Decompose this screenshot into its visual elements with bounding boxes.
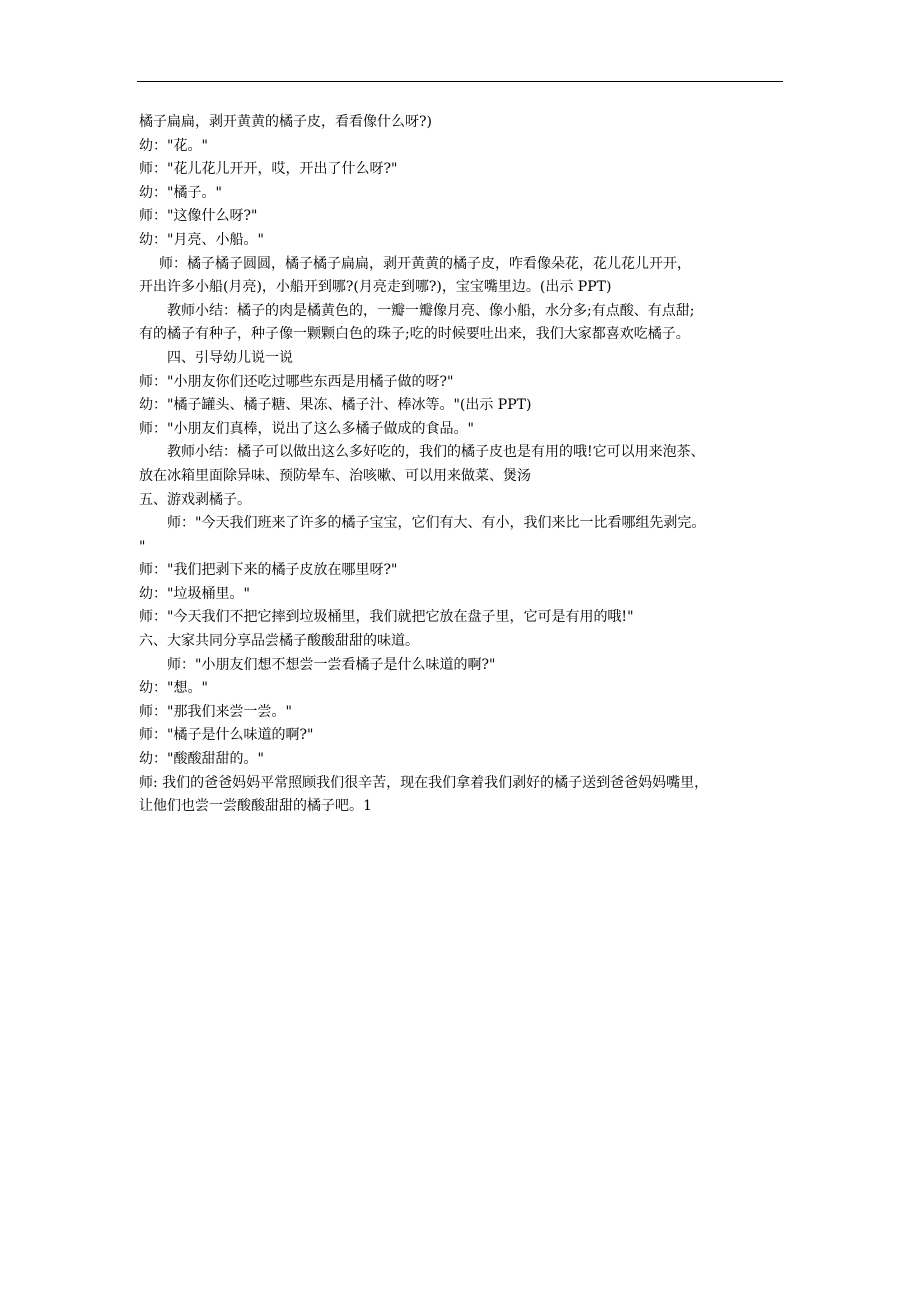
text-line: 放在冰箱里面除异味、预防晕车、治咳嗽、可以用来做菜、煲汤 xyxy=(139,467,531,484)
section-heading: 六、大家共同分享品尝橘子酸酸甜甜的味道。 xyxy=(139,633,419,650)
text-line: 师："小朋友们真棒，说出了这么多橘子做成的食品。" xyxy=(139,420,474,437)
text-line: 师："我们把剥下来的橘子皮放在哪里呀?" xyxy=(139,562,398,579)
document-body xyxy=(139,111,789,819)
text-line: 幼："酸酸甜甜的。" xyxy=(139,751,264,768)
text-line: 师："那我们来尝一尝。" xyxy=(139,703,292,720)
text-line: 有的橘子有种子，种子像一颗颗白色的珠子;吃的时候要吐出来，我们大家都喜欢吃橘子。 xyxy=(139,326,690,343)
section-heading: 四、引导幼儿说一说 xyxy=(167,349,293,366)
text-line: 教师小结：橘子的肉是橘黄色的，一瓣一瓣像月亮、像小船，水分多;有点酸、有点甜; xyxy=(167,302,695,319)
text-line: 师："橘子是什么味道的啊?" xyxy=(139,727,314,744)
text-line: 幼："垃圾桶里。" xyxy=(139,585,250,602)
text-line: 师："这像什么呀?" xyxy=(139,208,258,225)
text-line: 师：橘子橘子圆圆，橘子橘子扁扁，剥开黄黄的橘子皮，咋看像朵花，花儿花儿开开， xyxy=(159,255,691,272)
text-line: 师："今天我们不把它摔到垃圾桶里，我们就把它放在盘子里，它可是有用的哦!" xyxy=(139,609,634,626)
text-line: 开出许多小船(月亮)，小船开到哪?(月亮走到哪?)，宝宝嘴里边。(出示 PPT) xyxy=(139,279,612,296)
text-line: " xyxy=(139,538,146,555)
text-line: 教师小结：橘子可以做出这么多好吃的，我们的橘子皮也是有用的哦!它可以用来泡茶、 xyxy=(167,444,705,461)
section-heading: 五、游戏剥橘子。 xyxy=(139,491,251,508)
text-line: 幼："花。" xyxy=(139,137,208,154)
text-line: 让他们也尝一尝酸酸甜甜的橘子吧。1 xyxy=(139,798,372,815)
text-line: 师："今天我们班来了许多的橘子宝宝，它们有大、有小，我们来比一比看哪组先剥完。 xyxy=(167,515,706,532)
text-line: 幼："橘子。" xyxy=(139,184,222,201)
text-line: 师: 我们的爸爸妈妈平常照顾我们很辛苦，现在我们拿着我们剥好的橘子送到爸爸妈妈嘴里， xyxy=(139,774,709,791)
text-line: 橘子扁扁，剥开黄黄的橘子皮，看看像什么呀?) xyxy=(139,114,432,130)
text-line: 幼："橘子罐头、橘子糖、果冻、橘子汁、棒冰等。"(出示 PPT) xyxy=(139,397,532,414)
header-rule xyxy=(137,81,783,82)
text-line: 幼："想。" xyxy=(139,680,208,697)
text-line: 师："小朋友们想不想尝一尝看橘子是什么味道的啊?" xyxy=(167,656,496,673)
text-line: 师："小朋友你们还吃过哪些东西是用橘子做的呀?" xyxy=(139,373,454,390)
text-line: 幼："月亮、小船。" xyxy=(139,231,264,248)
text-line: 师："花儿花儿开开，哎，开出了什么呀?" xyxy=(139,161,398,178)
